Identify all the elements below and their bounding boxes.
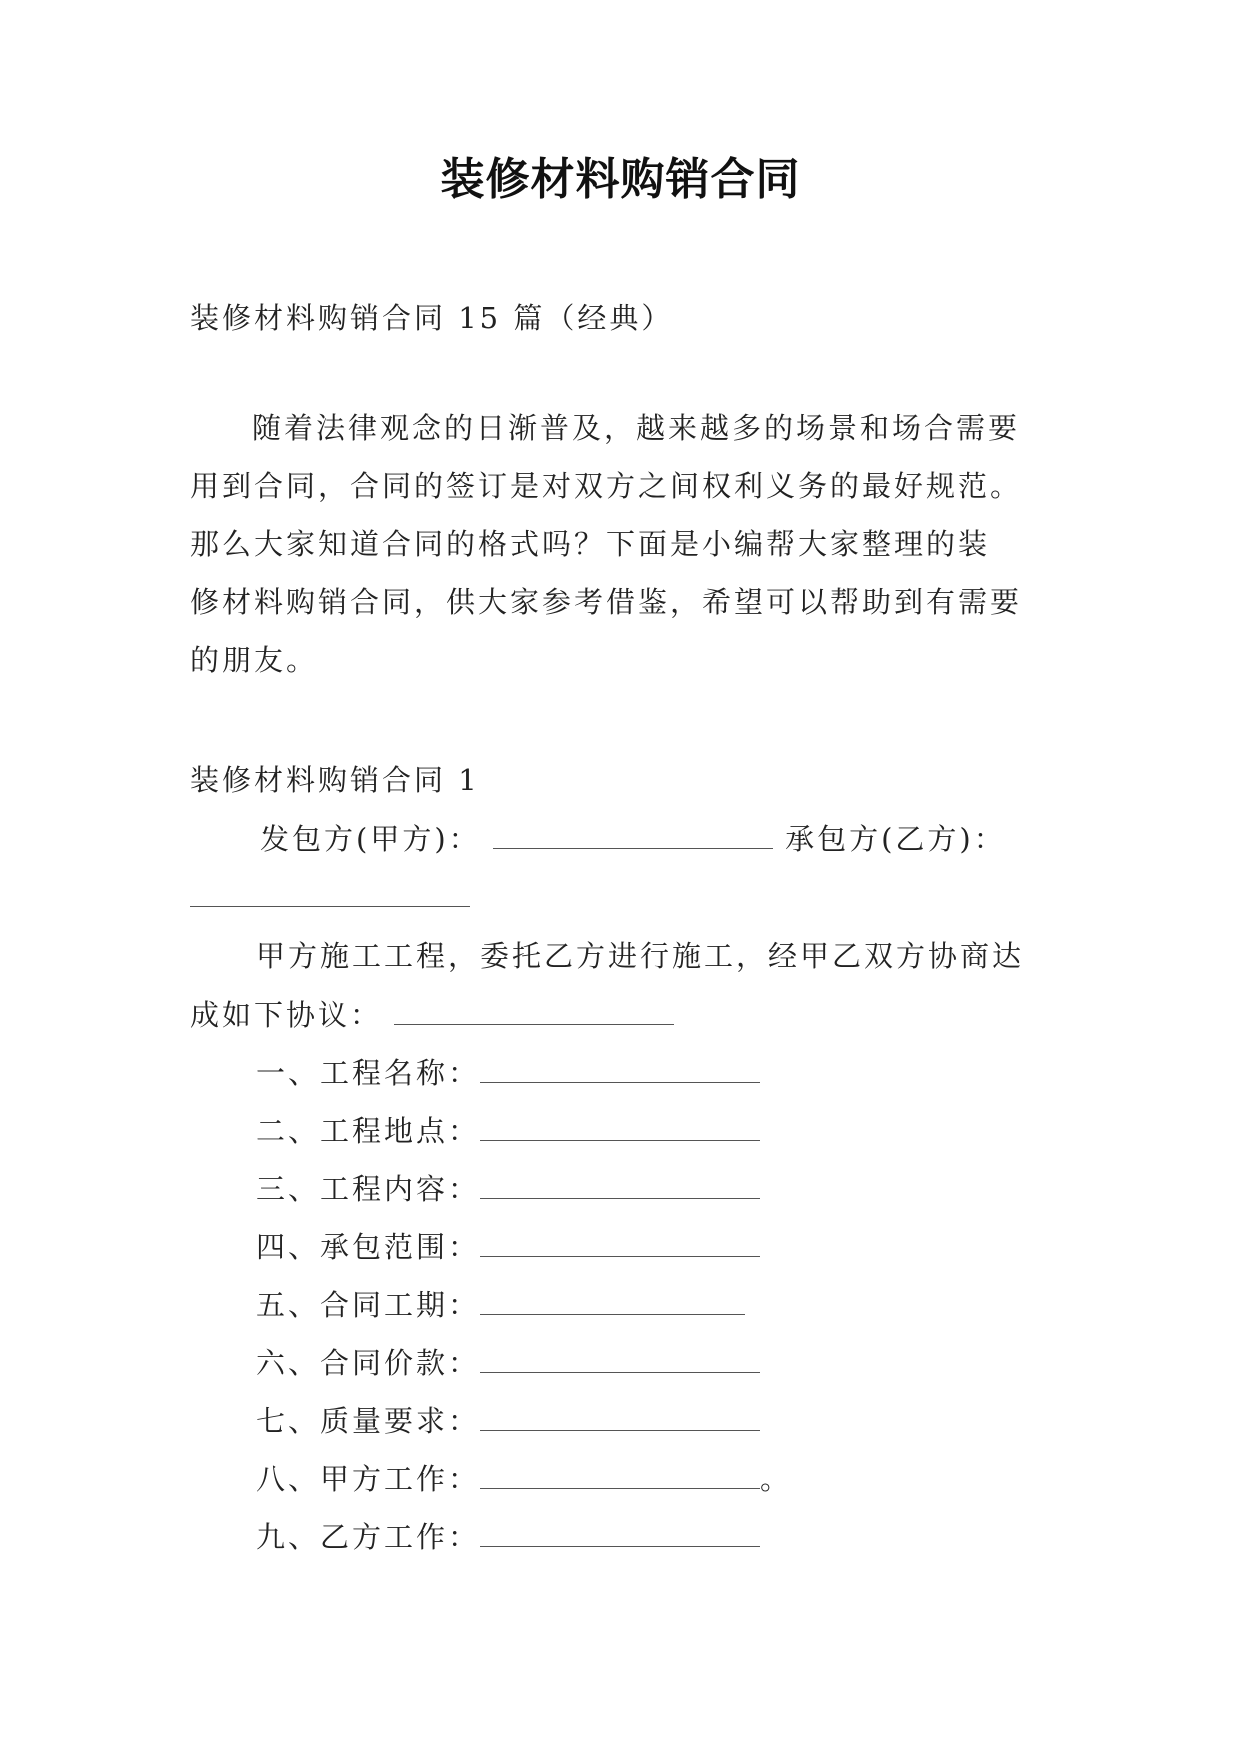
- item-label: 八、甲方工作：: [256, 1462, 481, 1496]
- item-quality-requirements: [256, 1400, 760, 1441]
- item-blank[interactable]: [480, 1168, 760, 1199]
- parties-line: [260, 818, 1006, 859]
- intro-line-3: 那么大家知道合同的格式吗？下面是小编帮大家整理的装: [190, 527, 991, 561]
- agreement-line-2: [190, 994, 674, 1035]
- item-label: 二、工程地点：: [256, 1114, 481, 1148]
- item-project-content: [256, 1168, 760, 1209]
- item-blank[interactable]: [480, 1516, 760, 1547]
- item-blank[interactable]: [480, 1400, 760, 1431]
- item-blank[interactable]: [480, 1342, 760, 1373]
- intro-line-5: 的朋友。: [190, 643, 319, 677]
- item-label: 六、合同价款：: [256, 1346, 481, 1380]
- intro-line-2: 用到合同，合同的签订是对双方之间权利义务的最好规范。: [190, 469, 1023, 503]
- intro-line-4: 修材料购销合同，供大家参考借鉴，希望可以帮助到有需要: [190, 585, 1023, 619]
- party-a-blank[interactable]: [493, 818, 773, 849]
- item-label: 四、承包范围：: [256, 1230, 481, 1264]
- item-contract-price: [256, 1342, 760, 1383]
- item-blank[interactable]: [480, 1052, 760, 1083]
- item-contract-scope: [256, 1226, 760, 1267]
- agreement-label: 成如下协议：: [190, 998, 383, 1032]
- item-label: 五、合同工期：: [256, 1288, 481, 1322]
- intro-line-1: 随着法律观念的日渐普及，越来越多的场景和场合需要: [252, 411, 1021, 445]
- item-project-location: [256, 1110, 760, 1151]
- item-label: 七、质量要求：: [256, 1404, 481, 1438]
- section-heading: 装修材料购销合同 1: [190, 763, 480, 797]
- item-blank[interactable]: [480, 1458, 760, 1489]
- party-b-line: [190, 876, 470, 917]
- item-label: 三、工程内容：: [256, 1172, 481, 1206]
- item-blank[interactable]: [480, 1110, 760, 1141]
- item-blank[interactable]: [480, 1226, 760, 1257]
- party-b-blank[interactable]: [190, 876, 470, 907]
- agreement-line-1: 甲方施工工程，委托乙方进行施工，经甲乙双方协商达: [256, 939, 1025, 973]
- item-label: 一、工程名称：: [256, 1056, 481, 1090]
- document-title: 装修材料购销合同: [440, 154, 801, 205]
- item-project-name: [256, 1052, 760, 1093]
- item-blank[interactable]: [480, 1284, 745, 1315]
- item-party-a-work: [256, 1458, 792, 1499]
- party-a-label: 发包方(甲方)：: [260, 822, 481, 856]
- item-contract-period: [256, 1284, 745, 1325]
- document-subtitle: 装修材料购销合同 15 篇（经典）: [190, 301, 674, 335]
- party-b-label: 承包方(乙方)：: [785, 822, 1006, 856]
- item-suffix: 。: [760, 1462, 793, 1496]
- item-label: 九、乙方工作：: [256, 1520, 481, 1554]
- item-party-b-work: [256, 1516, 760, 1557]
- agreement-blank[interactable]: [394, 994, 674, 1025]
